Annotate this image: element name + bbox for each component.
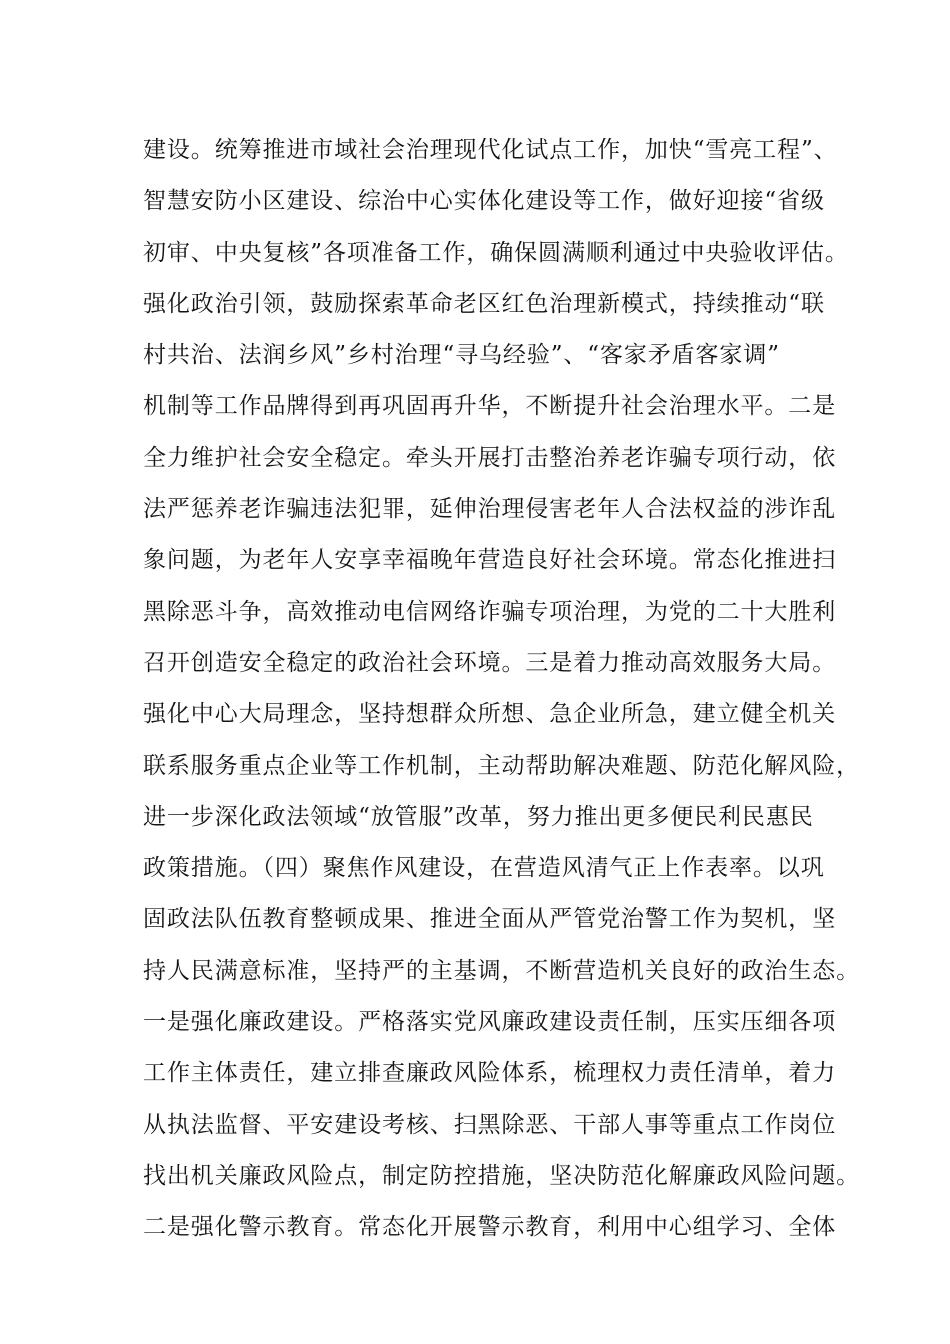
- text-line: 工作主体责任，建立排查廉政风险体系，梳理权力责任清单，着力: [143, 1060, 837, 1087]
- text-line: 找出机关廉政风险点，制定防控措施，坚决防范化解廉政风险问题。: [143, 1162, 860, 1189]
- text-line: 全力维护社会安全稳定。牵头开展打击整治养老诈骗专项行动，依: [143, 444, 837, 471]
- text-line: 机制等工作品牌得到再巩固再升华，不断提升社会治理水平。二是: [143, 393, 837, 420]
- text-line: 强化中心大局理念，坚持想群众所想、急企业所急，建立健全机关: [143, 701, 837, 728]
- body-text: [143, 125, 860, 1254]
- text-line: 黑除恶斗争，高效推动电信网络诈骗专项治理，为党的二十大胜利: [143, 598, 837, 625]
- text-line: 一是强化廉政建设。严格落实党风廉政建设责任制，压实压细各项: [143, 1009, 837, 1036]
- text-line: 强化政治引领，鼓励探索革命老区红色治理新模式，持续推动“联: [143, 290, 825, 317]
- text-line: 二是强化警示教育。常态化开展警示教育，利用中心组学习、全体: [143, 1214, 837, 1241]
- text-line: 进一步深化政法领域“放管服”改革，努力推出更多便民利民惠民: [143, 803, 814, 830]
- text-line: 法严惩养老诈骗违法犯罪，延伸治理侵害老年人合法权益的涉诈乱: [143, 496, 837, 523]
- text-line: 固政法队伍教育整顿成果、推进全面从严管党治警工作为契机，坚: [143, 906, 837, 933]
- text-line: 初审、中央复核”各项准备工作，确保圆满顺利通过中央验收评估。: [143, 239, 849, 266]
- text-line: 联系服务重点企业等工作机制，主动帮助解决难题、防范化解风险，: [143, 752, 860, 779]
- text-line: 召开创造安全稳定的政治社会环境。三是着力推动高效服务大局。: [143, 649, 837, 676]
- text-line: 政策措施。（四）聚焦作风建设，在营造风清气正上作表率。以巩: [143, 855, 825, 882]
- text-line: 从执法监督、平安建设考核、扫黑除恶、干部人事等重点工作岗位: [143, 1111, 837, 1138]
- text-line: 建设。统筹推进市域社会治理现代化试点工作，加快“雪亮工程”、: [143, 137, 838, 163]
- text-line: 村共治、法润乡风”乡村治理“寻乌经验”、“客家矛盾客家调”: [143, 342, 780, 369]
- text-line: 持人民满意标准，坚持严的主基调，不断营造机关良好的政治生态。: [143, 957, 860, 984]
- text-line: 智慧安防小区建设、综治中心实体化建设等工作，做好迎接“省级: [143, 188, 825, 215]
- text-line: 象问题，为老年人安享幸福晚年营造良好社会环境。常态化推进扫: [143, 547, 837, 574]
